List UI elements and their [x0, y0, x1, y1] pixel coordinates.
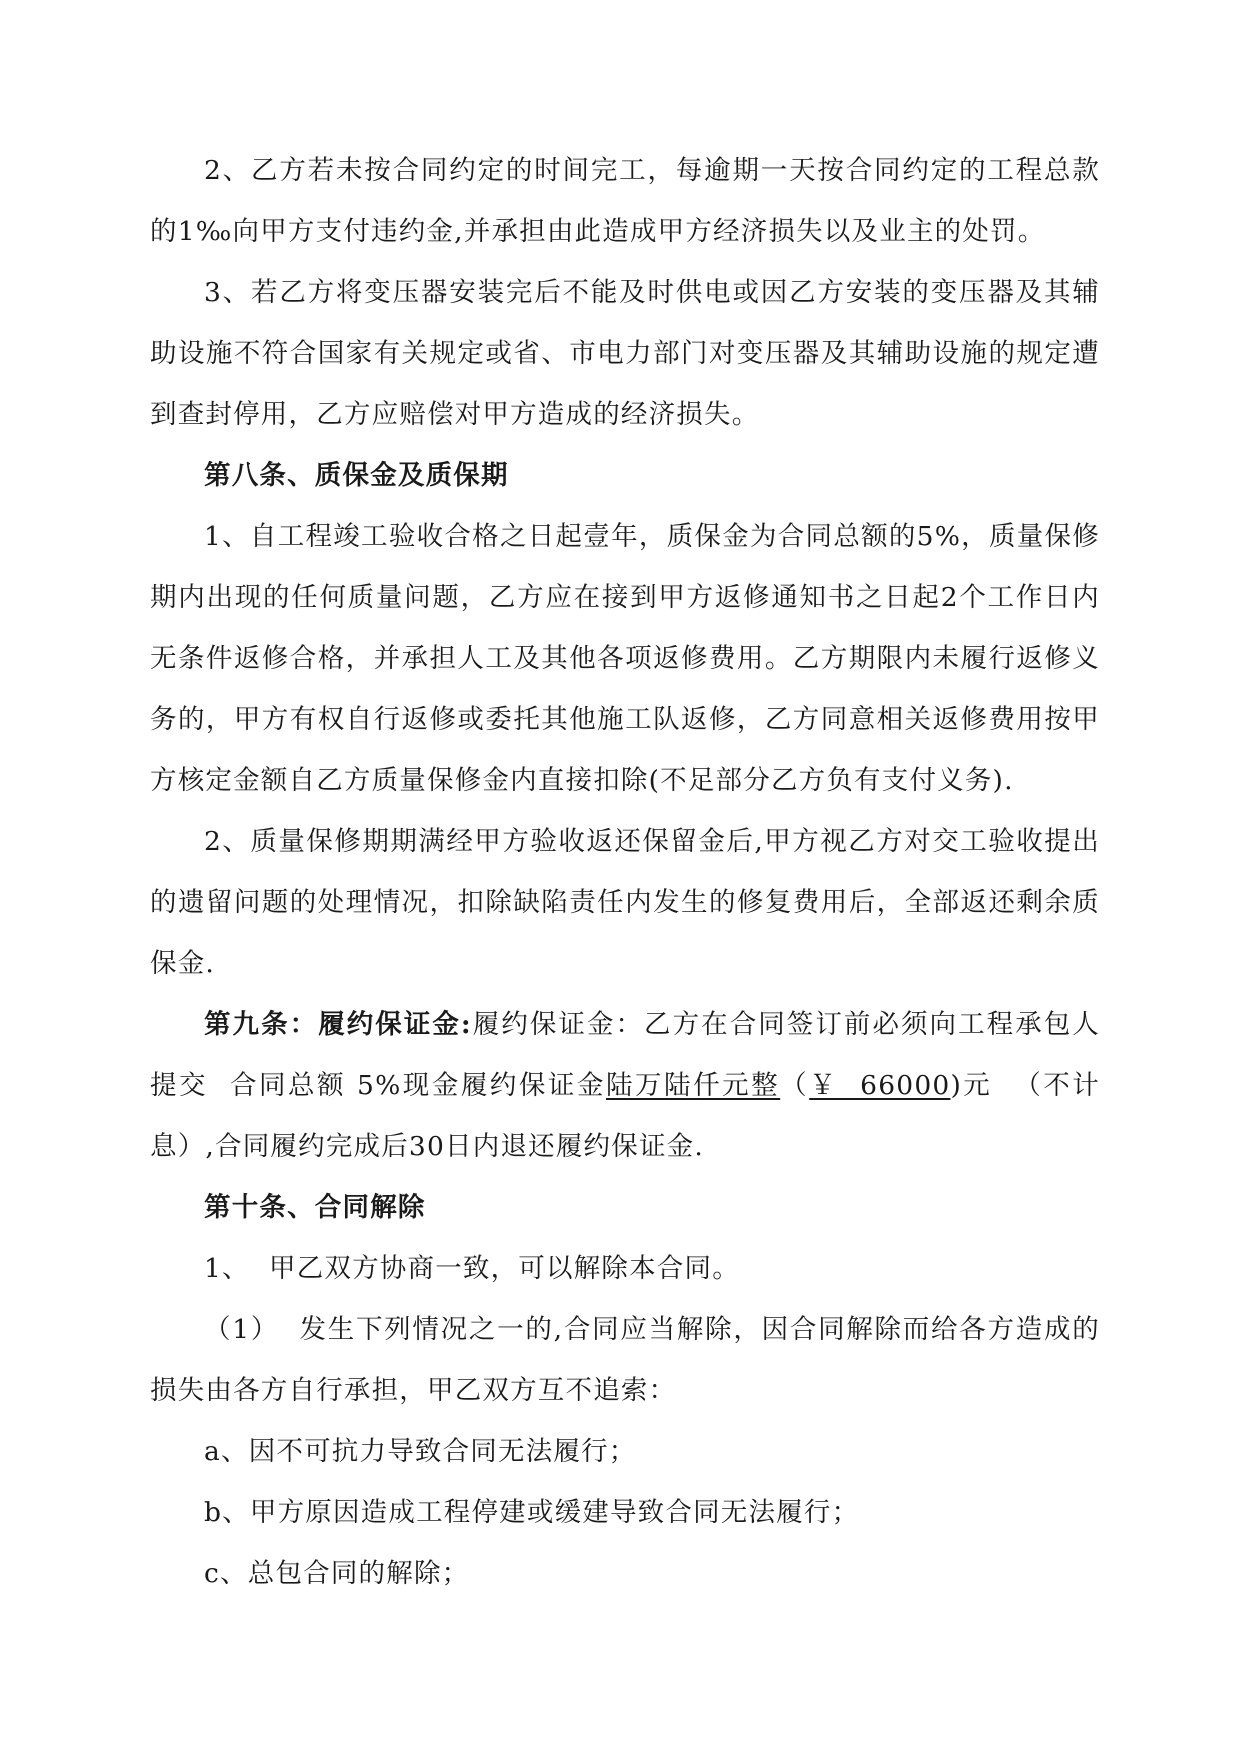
article-9-amount-figure: ￥ 66000 — [809, 1070, 951, 1101]
paragraph-10-1-1: （1） 发生下列情况之一的,合同应当解除，因合同解除而给各方造成的损失由各方自行承担，甲乙双方互不追索： — [150, 1314, 1100, 1406]
list-item-a: a、因不可抗力导致合同无法履行； — [204, 1436, 637, 1467]
article-9-paren-open: （ — [780, 1070, 810, 1101]
article-9-paragraph — [150, 994, 1100, 1177]
article-9-text-1: 履约保证金：乙方在合同签订前必须向工程承包人提交 合同总额 5%现金履约保证金 — [150, 1009, 1100, 1101]
paragraph-7-2: 2、乙方若未按合同约定的时间完工，每逾期一天按合同约定的工程总款的1‰向甲方支付违约金,并承担由此造成甲方经济损失以及业主的处罚。 — [150, 155, 1100, 247]
article-10-heading: 第十条、合同解除 — [204, 1192, 426, 1223]
article-9-heading: 第九条：履约保证金: — [204, 1009, 472, 1040]
list-item-c: c、总包合同的解除； — [204, 1558, 470, 1589]
article-8-heading: 第八条、质保金及质保期 — [204, 460, 509, 491]
paragraph-10-1: 1、 甲乙双方协商一致，可以解除本合同。 — [204, 1253, 740, 1284]
article-9-amount-words: 陆万陆仟元整 — [606, 1070, 781, 1101]
paragraph-8-1: 1、自工程竣工验收合格之日起壹年，质保金为合同总额的5%，质量保修期内出现的任何质量问题，乙方应在接到甲方返修通知书之日起2个工作日内无条件返修合格，并承担人工及其他各项返修费用。乙方期限内未履行返修义务的，甲方有权自行返修或委托其他施工队返修，乙方同意相关返修费用按甲方核定金额自乙方质量保修金内直接扣除(不足部分乙方负有支付义务). — [150, 521, 1100, 796]
paragraph-7-3: 3、若乙方将变压器安装完后不能及时供电或因乙方安装的变压器及其辅助设施不符合国家有关规定或省、市电力部门对变压器及其辅助设施的规定遭到查封停用，乙方应赔偿对甲方造成的经济损失。 — [150, 277, 1100, 430]
document-page — [150, 140, 1100, 1604]
article-9-text-2: )元 （不计息）,合同履约完成后30日内退还履约保证金. — [150, 1070, 1100, 1162]
paragraph-8-2: 2、质量保修期期满经甲方验收返还保留金后,甲方视乙方对交工验收提出的遗留问题的处理情况，扣除缺陷责任内发生的修复费用后，全部返还剩余质保金. — [150, 826, 1100, 979]
list-item-b: b、甲方原因造成工程停建或缓建导致合同无法履行； — [204, 1497, 860, 1528]
